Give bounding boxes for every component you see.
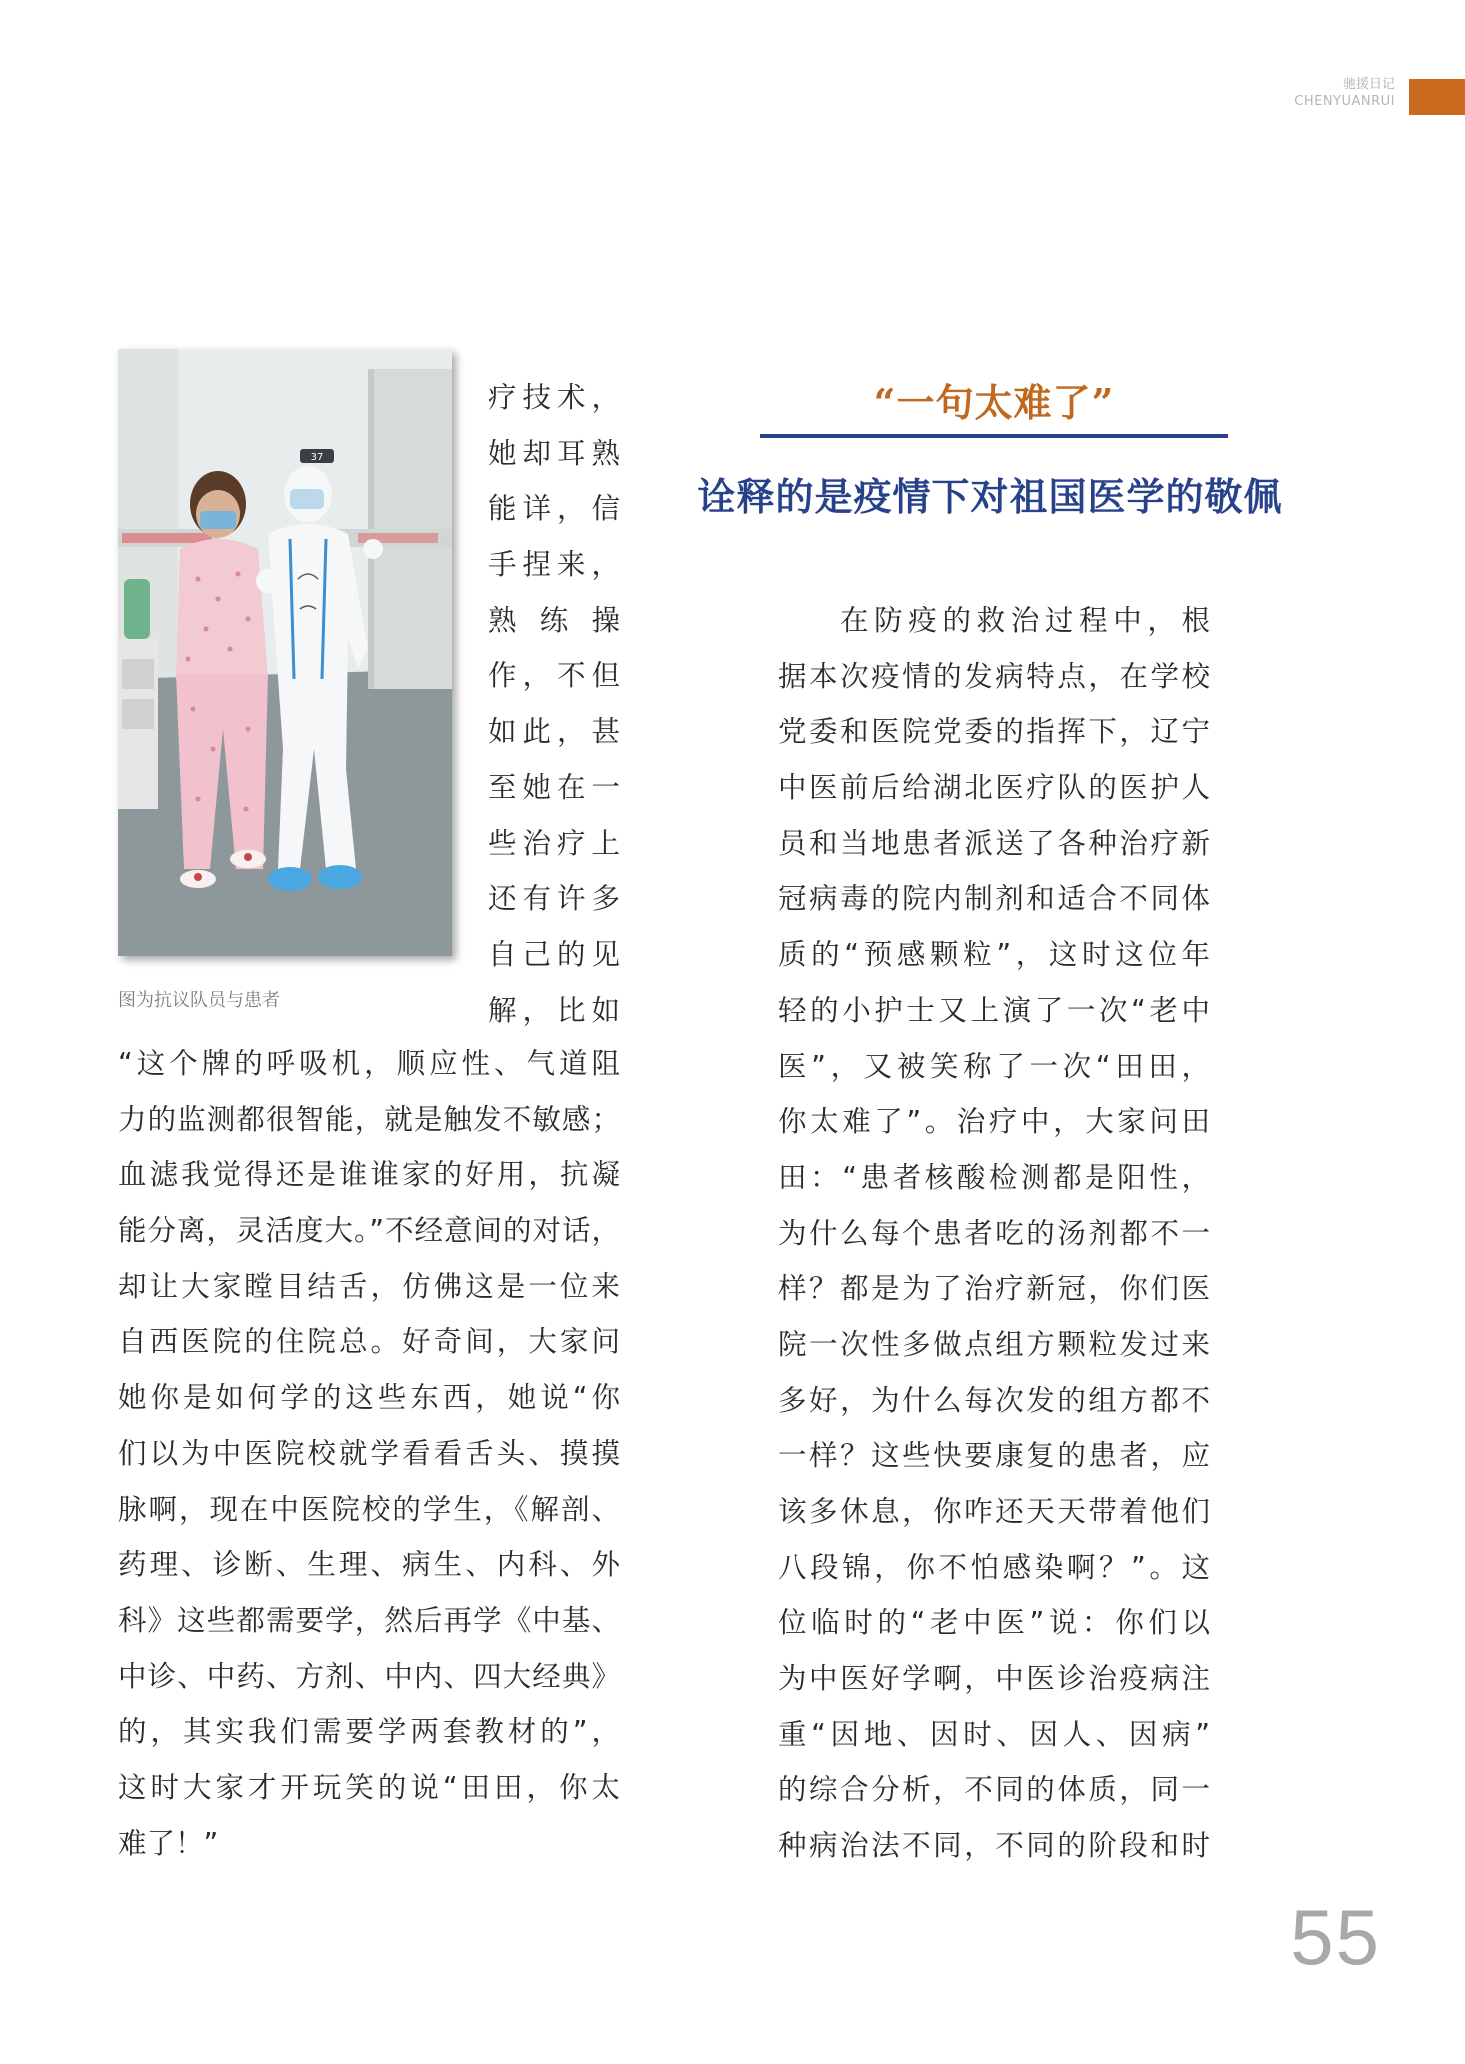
text-line: 据本次疫情的发病特点，在学校 [778,659,1210,693]
article-photo [118,349,452,956]
text-line: 却让大家瞠目结舌，仿佛这是一位来 [118,1269,620,1303]
text-line: 她你是如何学的这些东西，她说“你 [118,1381,620,1415]
text-line: 医”，又被笑称了一次“田田， [778,1049,1210,1083]
text-line: 力的监测都很智能，就是触发不敏感； [118,1102,620,1136]
running-header [1175,76,1395,110]
text-line: 些治疗上 [488,826,620,860]
text-line: 疗技术， [488,381,620,414]
text-line: 院一次性多做点组方颗粒发过来 [778,1327,1210,1361]
text-line: 质的“预感颗粒”，这时这位年 [778,938,1210,972]
text-line: 这时大家才开玩笑的说“田田，你太 [118,1770,620,1804]
text-line: 的综合分析，不同的体质，同一 [778,1773,1210,1807]
text-line: 员和当地患者派送了各种治疗新 [778,826,1210,860]
room-number: 37 [310,452,324,463]
text-line: 至她在一 [488,770,620,804]
text-line: 自己的见 [488,937,620,971]
text-line: 该多休息，你咋还天天带着他们 [778,1495,1210,1528]
text-line: 中医前后给湖北医疗队的医护人 [778,771,1210,805]
text-line: 样？都是为了治疗新冠，你们医 [778,1272,1210,1306]
header-accent-bar [1409,79,1465,115]
text-line: 熟 练 操 [488,603,620,637]
text-line: 手捏来， [488,548,620,582]
text-line: 药理、诊断、生理、病生、内科、外 [118,1548,620,1582]
text-line: 自西医院的住院总。好奇间，大家问 [118,1325,620,1359]
text-line: 中诊、中药、方剂、中内、四大经典》 [118,1659,620,1693]
text-line: 重“因地、因时、因人、因病” [778,1717,1210,1751]
text-line: “这个牌的呼吸机，顺应性、气道阻 [118,1047,620,1080]
text-line: 难了！” [118,1826,219,1860]
text-line: 八段锦，你不怕感染啊？”。这 [778,1550,1210,1584]
text-line: 作，不但 [488,659,620,693]
text-line: 为中医好学啊，中医诊治疫病注 [778,1662,1210,1696]
section-heading-subtitle: 诠释的是疫情下对祖国医学的敬佩 [697,474,1283,519]
text-line: 能详，信 [488,492,620,526]
text-line: 位临时的“老中医”说：你们以 [778,1606,1210,1640]
left-column-wide [118,1036,620,1871]
section-subtitle: CHENYUANRUI [1294,94,1395,109]
text-line: 如此，甚 [488,715,620,749]
text-line: 为什么每个患者吃的汤剂都不一 [778,1216,1210,1250]
page-number: 55 [1290,1893,1381,1981]
text-line: 一样？这些快要康复的患者，应 [778,1439,1210,1473]
text-line: 的，其实我们需要学两套教材的”， [118,1715,620,1749]
text-line: 还有许多 [488,882,620,916]
text-line: 科》这些都需要学，然后再学《中基、 [118,1603,620,1637]
section-title: 驰援日记 [1342,77,1395,92]
text-line: 你太难了”。治疗中，大家问田 [778,1105,1210,1139]
text-line: 田：“患者核酸检测都是阳性， [778,1160,1210,1194]
heading-divider [760,434,1228,438]
section-heading-quote: “一句太难了” [873,380,1115,425]
text-line: 能分离，灵活度大。”不经意间的对话， [118,1214,620,1248]
right-column [778,593,1210,1874]
text-line: 多好，为什么每次发的组方都不 [778,1383,1210,1417]
text-line: 冠病毒的院内制剂和适合不同体 [778,882,1210,916]
photo-caption: 图为抗议队员与患者 [118,990,280,1011]
text-line: 脉啊，现在中医院校的学生，《解剖、 [118,1492,620,1526]
text-line: 轻的小护士又上演了一次“老中 [778,993,1210,1027]
left-column-narrow [488,370,620,1038]
text-line: 在防疫的救治过程中，根 [840,604,1210,637]
text-line: 她却耳熟 [488,436,620,470]
text-line: 解，比如 [488,993,620,1027]
text-line: 种病治法不同，不同的阶段和时 [778,1829,1210,1863]
text-line: 党委和医院党委的指挥下，辽宁 [778,715,1210,749]
text-line: 血滤我觉得还是谁谁家的好用，抗凝 [118,1158,620,1192]
text-line: 们以为中医院校就学看看舌头、摸摸 [118,1436,620,1470]
photo-illustration [118,349,452,956]
